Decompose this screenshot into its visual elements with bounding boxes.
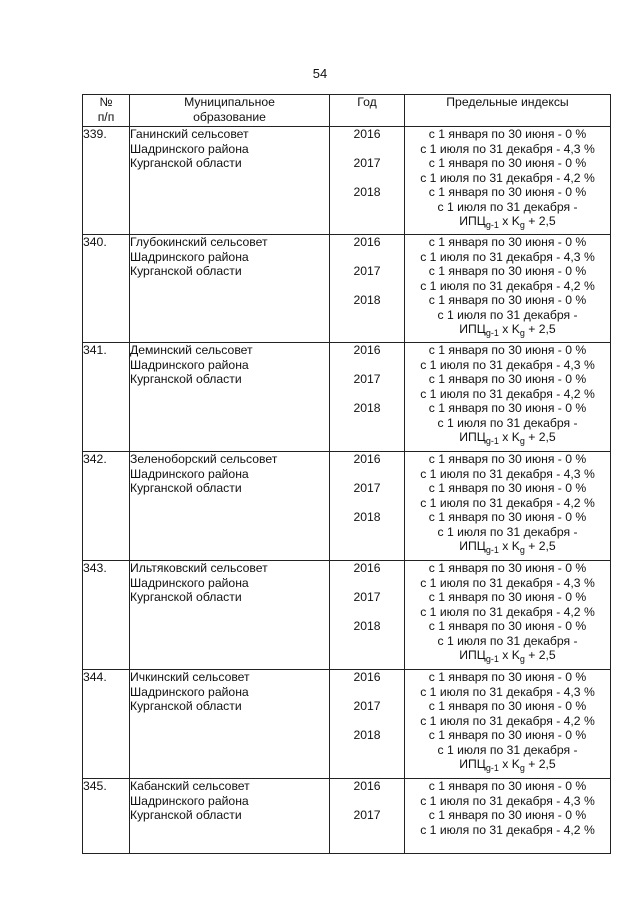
table-row: [83, 561, 611, 670]
municipality-line: Шадринского района: [130, 141, 249, 156]
table-row: [83, 235, 611, 343]
indices-cell: [405, 670, 611, 779]
indices-cell: [405, 561, 611, 670]
formula-coefficient-subscript: g: [519, 545, 525, 555]
year-value: 2017: [353, 808, 381, 822]
index-formula: [405, 757, 610, 774]
index-line: с 1 января по 30 июня - 0 %: [428, 481, 587, 495]
table-row: [83, 343, 611, 452]
row-number: 340.: [83, 235, 130, 343]
header-num-line: №: [99, 95, 113, 109]
municipality-line: Курганской области: [130, 481, 242, 495]
index-line: с 1 июля по 31 декабря -: [437, 524, 578, 539]
index-line: с 1 января по 30 июня - 0 %: [428, 264, 587, 278]
table-row: [83, 779, 611, 854]
year-value: 2018: [353, 185, 381, 199]
municipality-line: Кабанский сельсовет: [130, 779, 250, 793]
year-value: 2018: [353, 510, 381, 524]
index-line: с 1 июля по 31 декабря - 4,2 %: [420, 713, 595, 728]
municipality-line: Курганской области: [130, 156, 242, 170]
index-line: с 1 июля по 31 декабря -: [437, 199, 578, 214]
row-number: 342.: [83, 452, 130, 561]
year-value: 2017: [353, 590, 381, 604]
year-cell: [330, 561, 405, 670]
index-line: с 1 июля по 31 декабря - 4,2 %: [420, 822, 595, 837]
index-line: с 1 января по 30 июня - 0 %: [428, 293, 587, 307]
index-line: с 1 июля по 31 декабря - 4,3 %: [420, 249, 595, 264]
table-row: [83, 670, 611, 779]
year-value: 2018: [353, 293, 381, 307]
index-line: с 1 июля по 31 декабря -: [437, 415, 578, 430]
header-municipality-line: Муниципальное: [184, 95, 275, 109]
index-line: с 1 июля по 31 декабря -: [437, 742, 578, 757]
year-cell: [330, 779, 405, 854]
header-num: [83, 95, 130, 127]
formula-tail: + 2,5: [524, 322, 556, 336]
year-value: 2017: [353, 481, 381, 495]
index-line: с 1 января по 30 июня - 0 %: [428, 590, 587, 604]
index-line: с 1 июля по 31 декабря -: [437, 633, 578, 648]
formula-cpi-subscript: g-1: [485, 220, 499, 230]
row-number: 345.: [83, 779, 130, 854]
formula-coefficient-subscript: g: [519, 220, 525, 230]
year-value: 2016: [353, 561, 381, 575]
formula-coefficient-subscript: g: [519, 436, 525, 446]
year-value: 2016: [353, 235, 381, 249]
municipality-line: Курганской области: [130, 699, 242, 713]
row-number: 343.: [83, 561, 130, 670]
index-formula: [405, 648, 610, 665]
index-line: с 1 июля по 31 декабря - 4,2 %: [420, 278, 595, 293]
index-line: с 1 января по 30 июня - 0 %: [428, 561, 587, 575]
municipality-cell: [130, 779, 330, 854]
formula-cpi: ИПЦ: [459, 539, 486, 553]
municipality-line: Шадринского района: [130, 793, 249, 808]
index-line: с 1 января по 30 июня - 0 %: [428, 372, 587, 386]
formula-cpi: ИПЦ: [459, 214, 486, 228]
municipality-cell: [130, 127, 330, 235]
formula-cpi-subscript: g-1: [485, 328, 499, 338]
row-number: 339.: [83, 127, 130, 235]
year-value: 2016: [353, 779, 381, 793]
index-formula: [405, 430, 610, 447]
year-cell: [330, 343, 405, 452]
formula-coefficient: x K: [498, 757, 520, 771]
year-cell: [330, 235, 405, 343]
formula-cpi: ИПЦ: [459, 322, 486, 336]
municipality-line: Деминский сельсовет: [130, 343, 253, 357]
indices-cell: [405, 235, 611, 343]
municipality-cell: [130, 561, 330, 670]
index-line: с 1 января по 30 июня - 0 %: [428, 401, 587, 415]
year-cell: [330, 670, 405, 779]
formula-tail: + 2,5: [524, 539, 556, 553]
table-header-row: [83, 95, 611, 127]
formula-coefficient: x K: [498, 539, 520, 553]
year-value: 2017: [353, 264, 381, 278]
municipality-line: Шадринского района: [130, 466, 249, 481]
index-line: с 1 июля по 31 декабря - 4,3 %: [420, 141, 595, 156]
municipality-line: Курганской области: [130, 590, 242, 604]
index-line: с 1 января по 30 июня - 0 %: [428, 510, 587, 524]
index-line: с 1 июля по 31 декабря - 4,3 %: [420, 466, 595, 481]
municipality-line: Ичкинский сельсовет: [130, 670, 250, 684]
year-value: 2017: [353, 699, 381, 713]
municipality-line: Глубокинский сельсовет: [130, 235, 268, 249]
municipality-cell: [130, 343, 330, 452]
year-value: 2016: [353, 343, 381, 357]
year-value: 2017: [353, 372, 381, 386]
page-number: 54: [312, 66, 328, 81]
formula-cpi: ИПЦ: [459, 648, 486, 662]
formula-cpi-subscript: g-1: [485, 545, 499, 555]
index-line: с 1 января по 30 июня - 0 %: [428, 619, 587, 633]
formula-coefficient: x K: [498, 322, 520, 336]
index-line: с 1 июля по 31 декабря - 4,2 %: [420, 386, 595, 401]
index-line: с 1 января по 30 июня - 0 %: [428, 808, 587, 822]
index-line: с 1 января по 30 июня - 0 %: [428, 343, 587, 357]
index-line: с 1 января по 30 июня - 0 %: [428, 156, 587, 170]
index-line: с 1 июля по 31 декабря - 4,3 %: [420, 793, 595, 808]
header-year: Год: [330, 95, 405, 127]
municipality-line: Шадринского района: [130, 357, 249, 372]
index-line: с 1 января по 30 июня - 0 %: [428, 670, 587, 684]
price-index-table: [82, 94, 611, 854]
index-line: с 1 июля по 31 декабря - 4,2 %: [420, 495, 595, 510]
index-formula: [405, 214, 610, 231]
index-line: с 1 июля по 31 декабря - 4,3 %: [420, 575, 595, 590]
indices-cell: [405, 127, 611, 235]
index-formula: [405, 539, 610, 556]
index-line: с 1 января по 30 июня - 0 %: [428, 728, 587, 742]
formula-cpi-subscript: g-1: [485, 763, 499, 773]
formula-cpi: ИПЦ: [459, 757, 486, 771]
year-cell: [330, 452, 405, 561]
year-value: 2016: [353, 127, 381, 141]
year-value: 2016: [353, 670, 381, 684]
formula-coefficient: x K: [498, 430, 520, 444]
index-line: с 1 июля по 31 декабря -: [437, 307, 578, 322]
header-municipality: [130, 95, 330, 127]
municipality-cell: [130, 670, 330, 779]
formula-coefficient: x K: [498, 648, 520, 662]
index-line: с 1 января по 30 июня - 0 %: [428, 452, 587, 466]
formula-cpi: ИПЦ: [459, 430, 486, 444]
formula-coefficient-subscript: g: [519, 328, 525, 338]
year-value: 2018: [353, 728, 381, 742]
formula-cpi-subscript: g-1: [485, 654, 499, 664]
municipality-line: Шадринского района: [130, 684, 249, 699]
year-cell: [330, 127, 405, 235]
index-line: с 1 января по 30 июня - 0 %: [428, 699, 587, 713]
year-value: 2017: [353, 156, 381, 170]
municipality-line: Ильтяковский сельсовет: [130, 561, 268, 575]
index-line: с 1 января по 30 июня - 0 %: [428, 127, 587, 141]
municipality-cell: [130, 235, 330, 343]
municipality-line: Ганинский сельсовет: [130, 127, 249, 141]
indices-cell: [405, 779, 611, 854]
formula-tail: + 2,5: [524, 430, 556, 444]
formula-cpi-subscript: g-1: [485, 436, 499, 446]
index-line: с 1 июля по 31 декабря - 4,2 %: [420, 170, 595, 185]
table-row: [83, 452, 611, 561]
year-value: 2016: [353, 452, 381, 466]
municipality-line: Зеленоборский сельсовет: [130, 452, 278, 466]
formula-coefficient-subscript: g: [519, 763, 525, 773]
row-number: 341.: [83, 343, 130, 452]
index-line: с 1 января по 30 июня - 0 %: [428, 185, 587, 199]
header-municipality-line: образование: [193, 109, 266, 124]
indices-cell: [405, 343, 611, 452]
formula-tail: + 2,5: [524, 214, 556, 228]
municipality-line: Курганской области: [130, 264, 242, 278]
index-line: с 1 июля по 31 декабря - 4,3 %: [420, 684, 595, 699]
table-row: [83, 127, 611, 235]
row-number: 344.: [83, 670, 130, 779]
header-indices: Предельные индексы: [405, 95, 611, 127]
header-num-line: п/п: [97, 109, 115, 124]
municipality-line: Шадринского района: [130, 249, 249, 264]
index-line: с 1 июля по 31 декабря - 4,2 %: [420, 604, 595, 619]
index-line: с 1 января по 30 июня - 0 %: [428, 779, 587, 793]
year-value: 2018: [353, 401, 381, 415]
formula-coefficient: x K: [498, 214, 520, 228]
year-value: 2018: [353, 619, 381, 633]
municipality-line: Курганской области: [130, 372, 242, 386]
indices-cell: [405, 452, 611, 561]
index-formula: [405, 322, 610, 339]
municipality-cell: [130, 452, 330, 561]
index-line: с 1 января по 30 июня - 0 %: [428, 235, 587, 249]
formula-tail: + 2,5: [524, 648, 556, 662]
municipality-line: Курганской области: [130, 808, 242, 822]
municipality-line: Шадринского района: [130, 575, 249, 590]
formula-tail: + 2,5: [524, 757, 556, 771]
index-line: с 1 июля по 31 декабря - 4,3 %: [420, 357, 595, 372]
formula-coefficient-subscript: g: [519, 654, 525, 664]
